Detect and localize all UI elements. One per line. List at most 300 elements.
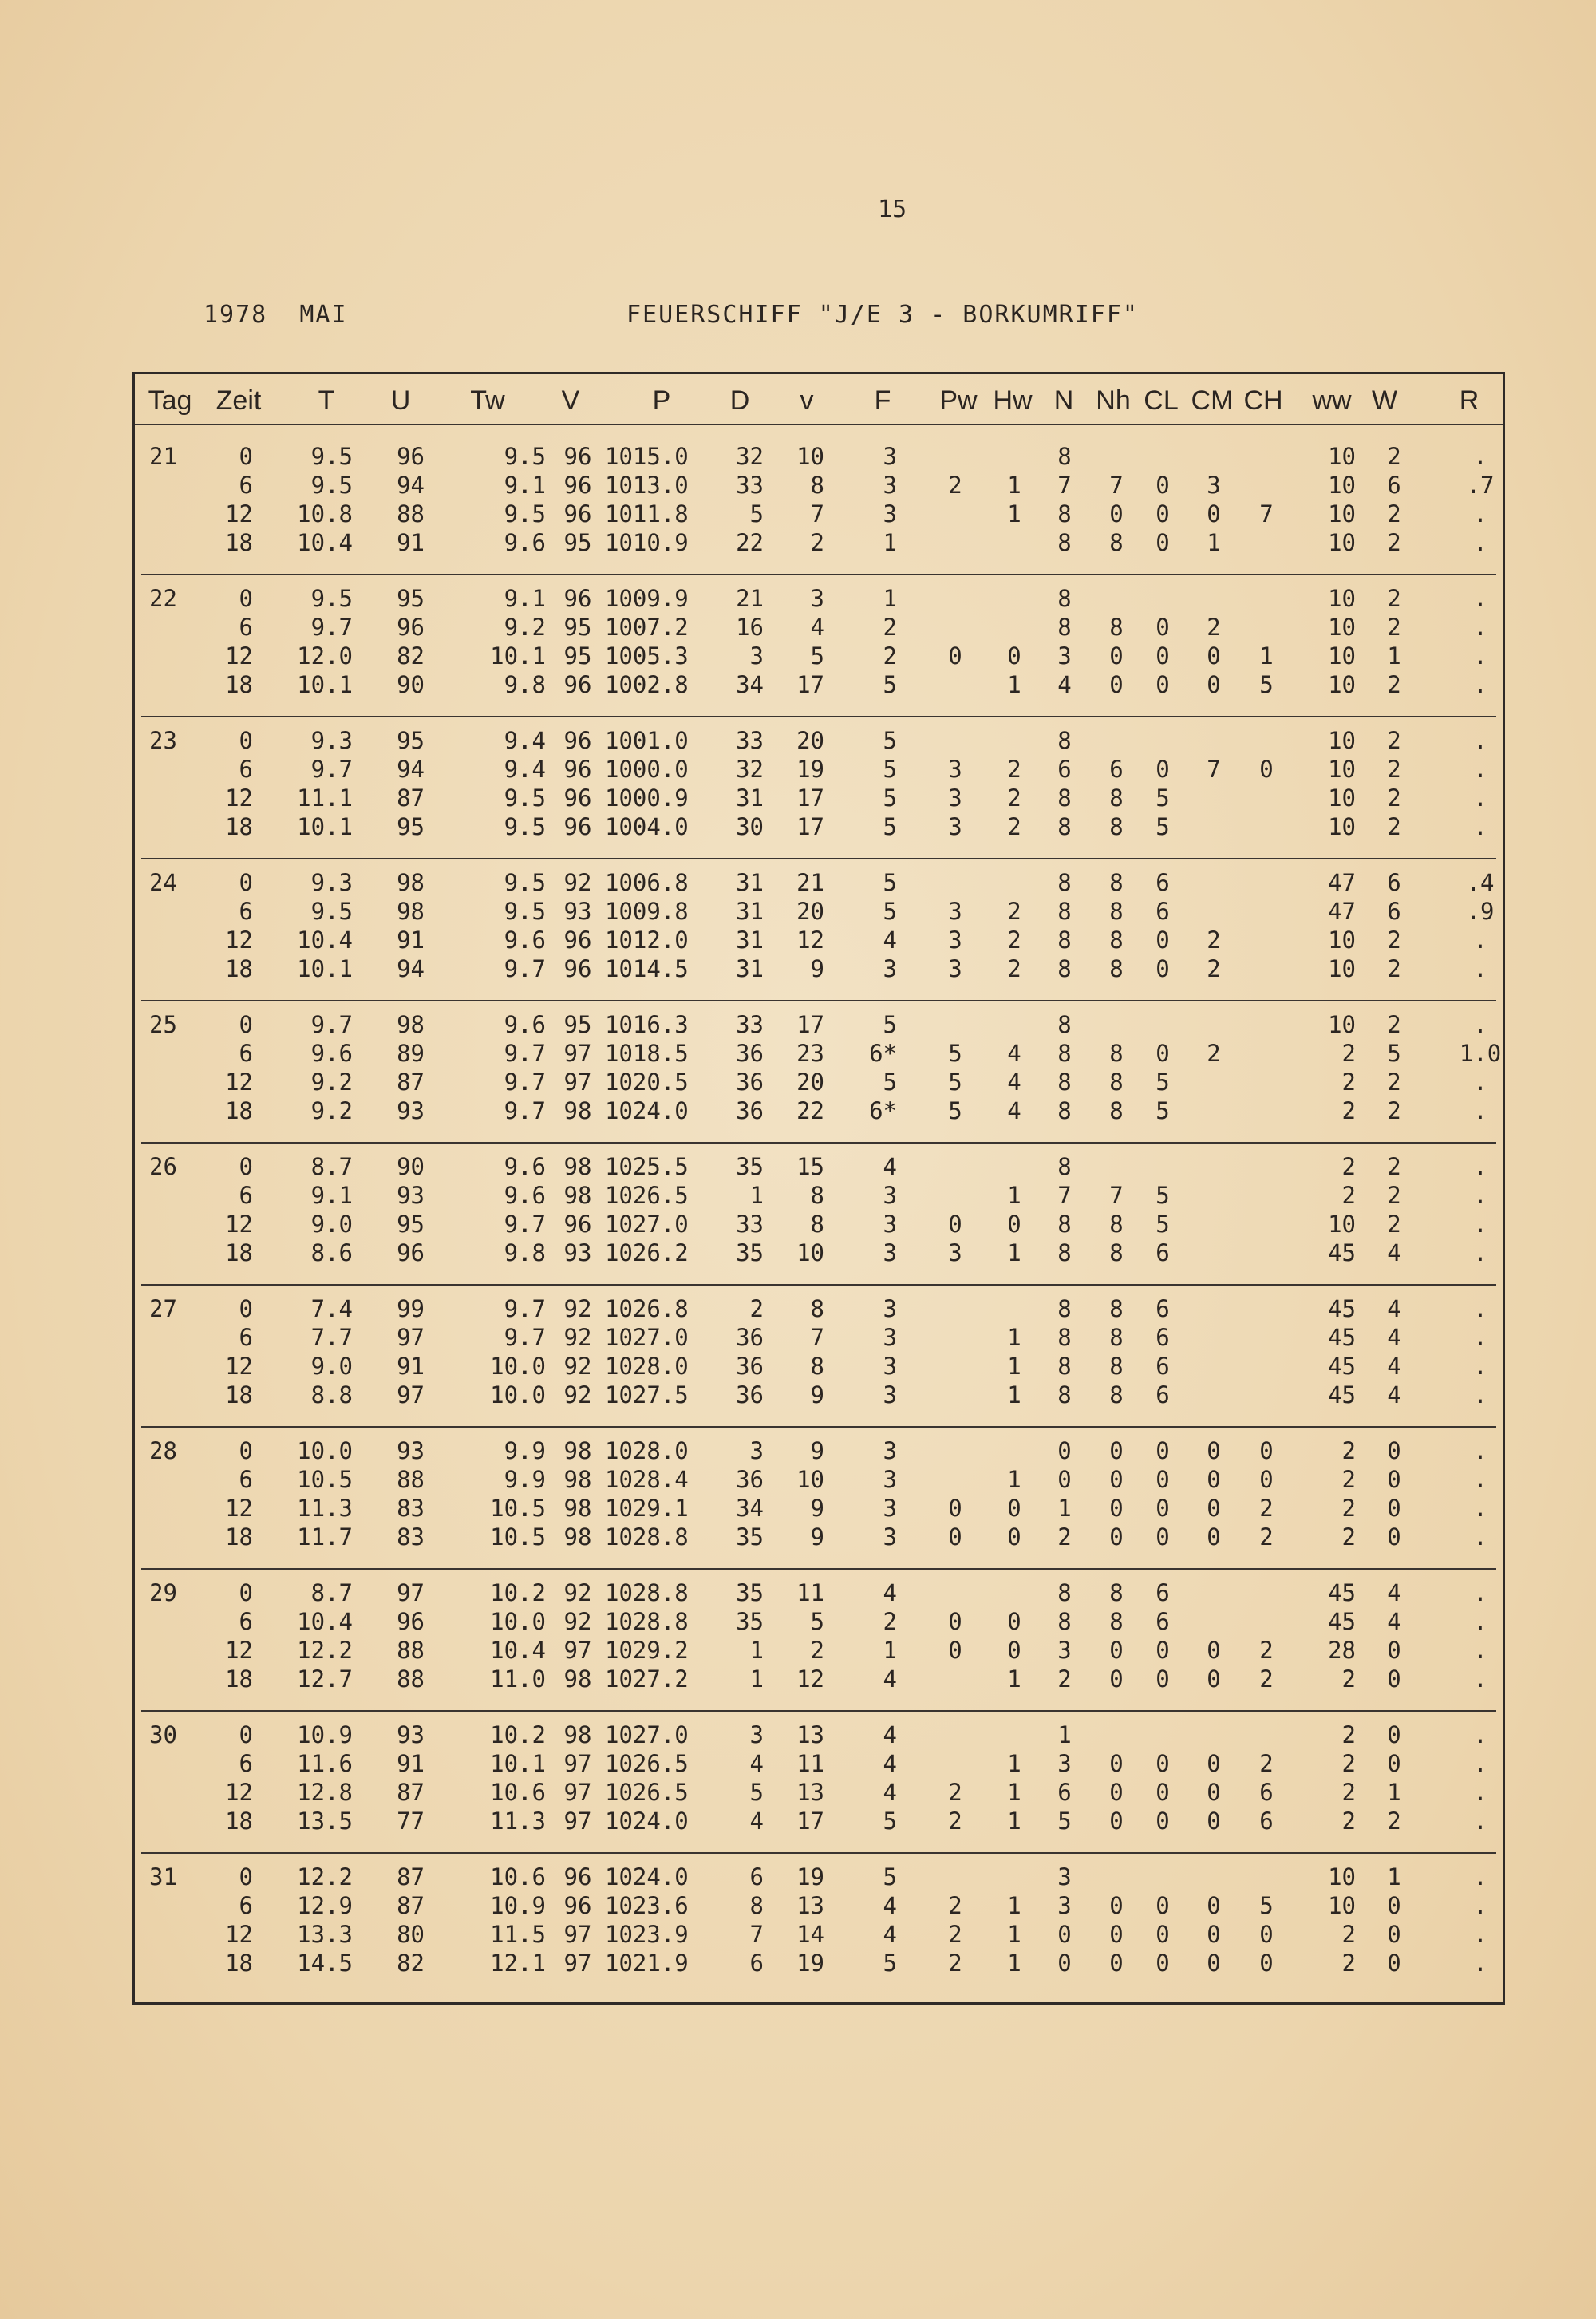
cell-cl: 0	[1156, 1807, 1170, 1835]
cell-t: 10.4	[297, 926, 353, 954]
cell-cl: 0	[1156, 1040, 1170, 1067]
cell-n: 3	[1057, 1637, 1072, 1664]
cell-u: 80	[397, 1921, 425, 1948]
cell-w: 2	[1387, 926, 1401, 954]
cell-v: 92	[563, 1381, 592, 1408]
cell-d: 33	[736, 1011, 764, 1038]
cell-tw: 9.5	[504, 443, 546, 470]
cell-hw: 1	[1007, 500, 1021, 527]
cell-zeit: 0	[239, 727, 253, 754]
cell-f: 3	[883, 1353, 897, 1380]
cell-f: 6*	[869, 1097, 897, 1124]
cell-t: 12.7	[297, 1665, 353, 1693]
cell-tw: 9.5	[504, 869, 546, 896]
day-separator	[141, 1000, 1496, 1001]
cell-nh: 0	[1109, 1665, 1124, 1693]
cell-hw: 1	[1007, 671, 1021, 698]
cell-w: 2	[1387, 1097, 1401, 1124]
cell-p: 1016.3	[605, 1011, 689, 1038]
cell-n: 8	[1057, 1381, 1072, 1408]
cell-r: .	[1473, 1153, 1487, 1180]
cell-r: .	[1473, 1466, 1487, 1493]
cell-cl: 0	[1156, 955, 1170, 982]
cell-tw: 11.5	[490, 1921, 546, 1948]
cell-r: .	[1473, 813, 1487, 840]
cell-cm: 0	[1207, 1779, 1221, 1806]
cell-nh: 0	[1109, 1637, 1124, 1664]
cell-u: 91	[397, 1750, 425, 1777]
cell-tw: 10.0	[490, 1353, 546, 1380]
cell-r: .	[1473, 756, 1487, 783]
cell-tw: 11.0	[490, 1665, 546, 1693]
cell-p: 1025.5	[605, 1153, 689, 1180]
cell-r: .	[1473, 1069, 1487, 1096]
cell-p: 1000.9	[605, 784, 689, 812]
cell-r: .	[1473, 1579, 1487, 1606]
cell-ww: 45	[1328, 1579, 1356, 1606]
cell-ww: 10	[1328, 642, 1356, 670]
column-header-tag: Tag	[148, 385, 192, 416]
cell-r: .9	[1466, 898, 1495, 925]
cell-tw: 9.7	[504, 1040, 546, 1067]
cell-tw: 9.1	[504, 472, 546, 499]
cell-f: 1	[883, 1637, 897, 1664]
cell-d: 21	[736, 585, 764, 612]
column-header-p: P	[652, 385, 671, 416]
cell-n: 8	[1057, 1353, 1072, 1380]
cell-nh: 8	[1109, 926, 1124, 954]
cell-w: 2	[1387, 1182, 1401, 1209]
column-header-f: F	[874, 385, 891, 416]
cell-t: 8.6	[310, 1239, 353, 1266]
cell-f: 5	[883, 1807, 897, 1835]
cell-w: 0	[1387, 1665, 1401, 1693]
column-header-hw: Hw	[993, 385, 1033, 416]
cell-hw: 2	[1007, 756, 1021, 783]
cell-r: .	[1473, 1779, 1487, 1806]
cell-v: 9	[810, 1437, 824, 1464]
cell-tw: 9.6	[504, 926, 546, 954]
cell-zeit: 18	[225, 1097, 253, 1124]
cell-tw: 9.8	[504, 1239, 546, 1266]
cell-f: 2	[883, 642, 897, 670]
cell-v: 92	[563, 1608, 592, 1635]
cell-ch: 2	[1259, 1495, 1274, 1522]
cell-cl: 0	[1156, 1495, 1170, 1522]
cell-pw: 3	[948, 784, 962, 812]
cell-pw: 2	[948, 1807, 962, 1835]
cell-cl: 0	[1156, 1950, 1170, 1977]
cell-v: 13	[796, 1892, 824, 1919]
cell-d: 1	[749, 1665, 764, 1693]
cell-t: 9.0	[310, 1353, 353, 1380]
cell-p: 1004.0	[605, 813, 689, 840]
cell-ww: 10	[1328, 926, 1356, 954]
cell-d: 31	[736, 898, 764, 925]
cell-v: 92	[563, 1295, 592, 1322]
cell-u: 98	[397, 1011, 425, 1038]
cell-d: 7	[749, 1921, 764, 1948]
cell-v: 97	[563, 1040, 592, 1067]
cell-r: .	[1473, 1665, 1487, 1693]
cell-d: 35	[736, 1608, 764, 1635]
cell-f: 2	[883, 614, 897, 641]
cell-d: 31	[736, 784, 764, 812]
cell-ww: 2	[1341, 1040, 1356, 1067]
cell-n: 8	[1057, 955, 1072, 982]
cell-p: 1028.0	[605, 1437, 689, 1464]
cell-cm: 0	[1207, 1807, 1221, 1835]
cell-pw: 0	[948, 1637, 962, 1664]
cell-p: 1001.0	[605, 727, 689, 754]
cell-v: 8	[810, 1295, 824, 1322]
cell-u: 99	[397, 1295, 425, 1322]
cell-v: 93	[563, 898, 592, 925]
column-header-ww: ww	[1312, 385, 1352, 416]
day-tag: 29	[149, 1579, 177, 1606]
cell-nh: 8	[1109, 1295, 1124, 1322]
column-header-ch: CH	[1243, 385, 1283, 416]
cell-t: 9.3	[310, 869, 353, 896]
cell-d: 3	[749, 642, 764, 670]
cell-n: 3	[1057, 642, 1072, 670]
cell-ww: 10	[1328, 1892, 1356, 1919]
cell-f: 5	[883, 756, 897, 783]
cell-hw: 1	[1007, 1239, 1021, 1266]
cell-cm: 0	[1207, 1665, 1221, 1693]
cell-zeit: 12	[225, 1921, 253, 1948]
cell-f: 5	[883, 671, 897, 698]
cell-tw: 10.1	[490, 642, 546, 670]
cell-v: 7	[810, 500, 824, 527]
cell-cl: 0	[1156, 472, 1170, 499]
cell-t: 11.7	[297, 1523, 353, 1551]
cell-n: 1	[1057, 1495, 1072, 1522]
cell-cm: 0	[1207, 671, 1221, 698]
cell-p: 1026.5	[605, 1779, 689, 1806]
cell-n: 0	[1057, 1437, 1072, 1464]
cell-ch: 6	[1259, 1779, 1274, 1806]
cell-p: 1026.8	[605, 1295, 689, 1322]
cell-t: 10.1	[297, 955, 353, 982]
cell-cl: 6	[1156, 1381, 1170, 1408]
cell-w: 4	[1387, 1353, 1401, 1380]
cell-r: .	[1473, 1721, 1487, 1748]
cell-cl: 0	[1156, 614, 1170, 641]
cell-r: .	[1473, 1863, 1487, 1890]
column-header-v: V	[561, 385, 580, 416]
cell-cl: 0	[1156, 671, 1170, 698]
cell-n: 7	[1057, 1182, 1072, 1209]
cell-r: .	[1473, 926, 1487, 954]
cell-v: 13	[796, 1779, 824, 1806]
cell-cl: 6	[1156, 1295, 1170, 1322]
cell-r: .	[1473, 1211, 1487, 1238]
day-separator	[141, 1426, 1496, 1428]
cell-d: 6	[749, 1863, 764, 1890]
cell-cl: 5	[1156, 1182, 1170, 1209]
cell-cm: 0	[1207, 1495, 1221, 1522]
cell-ww: 2	[1341, 1466, 1356, 1493]
cell-cl: 0	[1156, 642, 1170, 670]
cell-u: 91	[397, 529, 425, 556]
cell-ww: 2	[1341, 1721, 1356, 1748]
cell-v: 20	[796, 727, 824, 754]
cell-r: .7	[1466, 472, 1495, 499]
column-header-pw: Pw	[939, 385, 978, 416]
cell-d: 4	[749, 1750, 764, 1777]
cell-p: 1027.5	[605, 1381, 689, 1408]
cell-v: 96	[563, 813, 592, 840]
cell-r: .	[1473, 642, 1487, 670]
cell-v: 9	[810, 1523, 824, 1551]
cell-p: 1028.8	[605, 1608, 689, 1635]
cell-u: 95	[397, 727, 425, 754]
cell-ch: 5	[1259, 1892, 1274, 1919]
cell-w: 2	[1387, 727, 1401, 754]
cell-d: 22	[736, 529, 764, 556]
cell-n: 6	[1057, 756, 1072, 783]
cell-zeit: 0	[239, 1011, 253, 1038]
cell-zeit: 0	[239, 1295, 253, 1322]
cell-nh: 8	[1109, 955, 1124, 982]
cell-f: 3	[883, 443, 897, 470]
cell-zeit: 6	[239, 898, 253, 925]
cell-t: 13.5	[297, 1807, 353, 1835]
cell-v: 8	[810, 472, 824, 499]
cell-tw: 10.6	[490, 1779, 546, 1806]
cell-n: 3	[1057, 1892, 1072, 1919]
cell-v: 98	[563, 1495, 592, 1522]
cell-ww: 2	[1341, 1069, 1356, 1096]
cell-d: 36	[736, 1324, 764, 1351]
cell-f: 4	[883, 926, 897, 954]
cell-tw: 12.1	[490, 1950, 546, 1977]
cell-n: 0	[1057, 1466, 1072, 1493]
cell-f: 5	[883, 1011, 897, 1038]
cell-v: 95	[563, 1011, 592, 1038]
cell-v: 96	[563, 443, 592, 470]
cell-nh: 0	[1109, 671, 1124, 698]
cell-ww: 2	[1341, 1495, 1356, 1522]
cell-d: 33	[736, 727, 764, 754]
cell-r: .	[1473, 784, 1487, 812]
cell-f: 5	[883, 1069, 897, 1096]
cell-w: 0	[1387, 1437, 1401, 1464]
cell-r: .	[1473, 1437, 1487, 1464]
cell-cl: 5	[1156, 813, 1170, 840]
cell-n: 5	[1057, 1807, 1072, 1835]
cell-nh: 0	[1109, 1523, 1124, 1551]
cell-pw: 0	[948, 1608, 962, 1635]
cell-f: 3	[883, 472, 897, 499]
cell-cl: 0	[1156, 1750, 1170, 1777]
cell-t: 14.5	[297, 1950, 353, 1977]
cell-ww: 45	[1328, 1381, 1356, 1408]
cell-tw: 9.7	[504, 1069, 546, 1096]
cell-cm: 0	[1207, 1637, 1221, 1664]
cell-v: 96	[563, 472, 592, 499]
cell-r: .	[1473, 1637, 1487, 1664]
cell-d: 36	[736, 1353, 764, 1380]
cell-cl: 0	[1156, 1637, 1170, 1664]
cell-f: 1	[883, 585, 897, 612]
cell-p: 1011.8	[605, 500, 689, 527]
cell-v: 98	[563, 1721, 592, 1748]
cell-n: 3	[1057, 1863, 1072, 1890]
cell-f: 3	[883, 1295, 897, 1322]
cell-v: 97	[563, 1950, 592, 1977]
cell-n: 8	[1057, 926, 1072, 954]
cell-v: 8	[810, 1353, 824, 1380]
cell-ww: 47	[1328, 869, 1356, 896]
cell-zeit: 0	[239, 1153, 253, 1180]
cell-v: 98	[563, 1665, 592, 1693]
cell-tw: 10.2	[490, 1579, 546, 1606]
cell-n: 7	[1057, 472, 1072, 499]
cell-zeit: 6	[239, 472, 253, 499]
cell-cl: 0	[1156, 926, 1170, 954]
cell-v: 12	[796, 1665, 824, 1693]
cell-t: 10.5	[297, 1466, 353, 1493]
cell-ch: 5	[1259, 671, 1274, 698]
cell-r: .	[1473, 671, 1487, 698]
cell-nh: 8	[1109, 1381, 1124, 1408]
cell-u: 95	[397, 1211, 425, 1238]
cell-ww: 2	[1341, 1921, 1356, 1948]
cell-v: 5	[810, 642, 824, 670]
cell-w: 2	[1387, 784, 1401, 812]
page-number: 15	[878, 196, 907, 223]
cell-cm: 0	[1207, 1466, 1221, 1493]
cell-d: 33	[736, 1211, 764, 1238]
cell-w: 0	[1387, 1637, 1401, 1664]
cell-nh: 0	[1109, 1892, 1124, 1919]
cell-d: 36	[736, 1097, 764, 1124]
cell-zeit: 18	[225, 1950, 253, 1977]
cell-p: 1029.1	[605, 1495, 689, 1522]
cell-t: 9.2	[310, 1069, 353, 1096]
cell-w: 5	[1387, 1040, 1401, 1067]
cell-pw: 2	[948, 1779, 962, 1806]
cell-w: 1	[1387, 1863, 1401, 1890]
cell-p: 1014.5	[605, 955, 689, 982]
cell-pw: 5	[948, 1069, 962, 1096]
column-header-cl: CL	[1144, 385, 1179, 416]
cell-t: 7.4	[310, 1295, 353, 1322]
cell-t: 10.8	[297, 500, 353, 527]
day-tag: 30	[149, 1721, 177, 1748]
cell-u: 94	[397, 472, 425, 499]
cell-d: 35	[736, 1579, 764, 1606]
cell-d: 31	[736, 955, 764, 982]
cell-ww: 10	[1328, 955, 1356, 982]
cell-p: 1027.0	[605, 1721, 689, 1748]
cell-p: 1027.0	[605, 1211, 689, 1238]
cell-w: 1	[1387, 1779, 1401, 1806]
day-separator	[141, 1142, 1496, 1144]
cell-p: 1005.3	[605, 642, 689, 670]
cell-cm: 2	[1207, 955, 1221, 982]
cell-f: 5	[883, 813, 897, 840]
cell-tw: 9.5	[504, 784, 546, 812]
cell-u: 87	[397, 784, 425, 812]
cell-cl: 0	[1156, 1665, 1170, 1693]
cell-u: 93	[397, 1097, 425, 1124]
cell-cm: 2	[1207, 1040, 1221, 1067]
cell-r: .	[1473, 1011, 1487, 1038]
cell-u: 87	[397, 1892, 425, 1919]
cell-cl: 5	[1156, 784, 1170, 812]
cell-d: 16	[736, 614, 764, 641]
cell-t: 9.5	[310, 898, 353, 925]
cell-f: 5	[883, 1863, 897, 1890]
cell-nh: 8	[1109, 784, 1124, 812]
cell-d: 31	[736, 926, 764, 954]
cell-nh: 0	[1109, 1779, 1124, 1806]
cell-p: 1009.8	[605, 898, 689, 925]
cell-w: 2	[1387, 955, 1401, 982]
cell-cl: 0	[1156, 1523, 1170, 1551]
cell-t: 8.7	[310, 1579, 353, 1606]
cell-w: 0	[1387, 1921, 1401, 1948]
cell-v: 97	[563, 1779, 592, 1806]
cell-f: 3	[883, 1324, 897, 1351]
cell-p: 1002.8	[605, 671, 689, 698]
cell-p: 1028.4	[605, 1466, 689, 1493]
cell-r: 1.0	[1459, 1040, 1502, 1067]
cell-v: 96	[563, 926, 592, 954]
day-separator	[141, 574, 1496, 575]
column-header-tw: Tw	[470, 385, 505, 416]
cell-pw: 0	[948, 1495, 962, 1522]
cell-pw: 0	[948, 1211, 962, 1238]
column-header-t: T	[318, 385, 335, 416]
cell-v: 2	[810, 1637, 824, 1664]
cell-hw: 0	[1007, 1523, 1021, 1551]
cell-p: 1024.0	[605, 1097, 689, 1124]
cell-ww: 10	[1328, 756, 1356, 783]
cell-hw: 1	[1007, 1665, 1021, 1693]
cell-ch: 0	[1259, 1437, 1274, 1464]
cell-t: 11.6	[297, 1750, 353, 1777]
cell-tw: 9.2	[504, 614, 546, 641]
cell-v: 12	[796, 926, 824, 954]
cell-w: 2	[1387, 1211, 1401, 1238]
cell-cm: 0	[1207, 1892, 1221, 1919]
cell-ww: 10	[1328, 443, 1356, 470]
cell-n: 8	[1057, 727, 1072, 754]
cell-f: 4	[883, 1921, 897, 1948]
cell-cl: 5	[1156, 1211, 1170, 1238]
cell-hw: 1	[1007, 1950, 1021, 1977]
cell-hw: 2	[1007, 898, 1021, 925]
cell-zeit: 12	[225, 1211, 253, 1238]
cell-zeit: 12	[225, 500, 253, 527]
cell-n: 8	[1057, 784, 1072, 812]
cell-ww: 10	[1328, 614, 1356, 641]
cell-tw: 9.7	[504, 1211, 546, 1238]
cell-u: 87	[397, 1069, 425, 1096]
cell-tw: 10.1	[490, 1750, 546, 1777]
cell-f: 5	[883, 727, 897, 754]
cell-d: 30	[736, 813, 764, 840]
cell-u: 90	[397, 1153, 425, 1180]
cell-ww: 45	[1328, 1608, 1356, 1635]
cell-ww: 2	[1341, 1665, 1356, 1693]
cell-f: 4	[883, 1779, 897, 1806]
cell-v: 96	[563, 500, 592, 527]
